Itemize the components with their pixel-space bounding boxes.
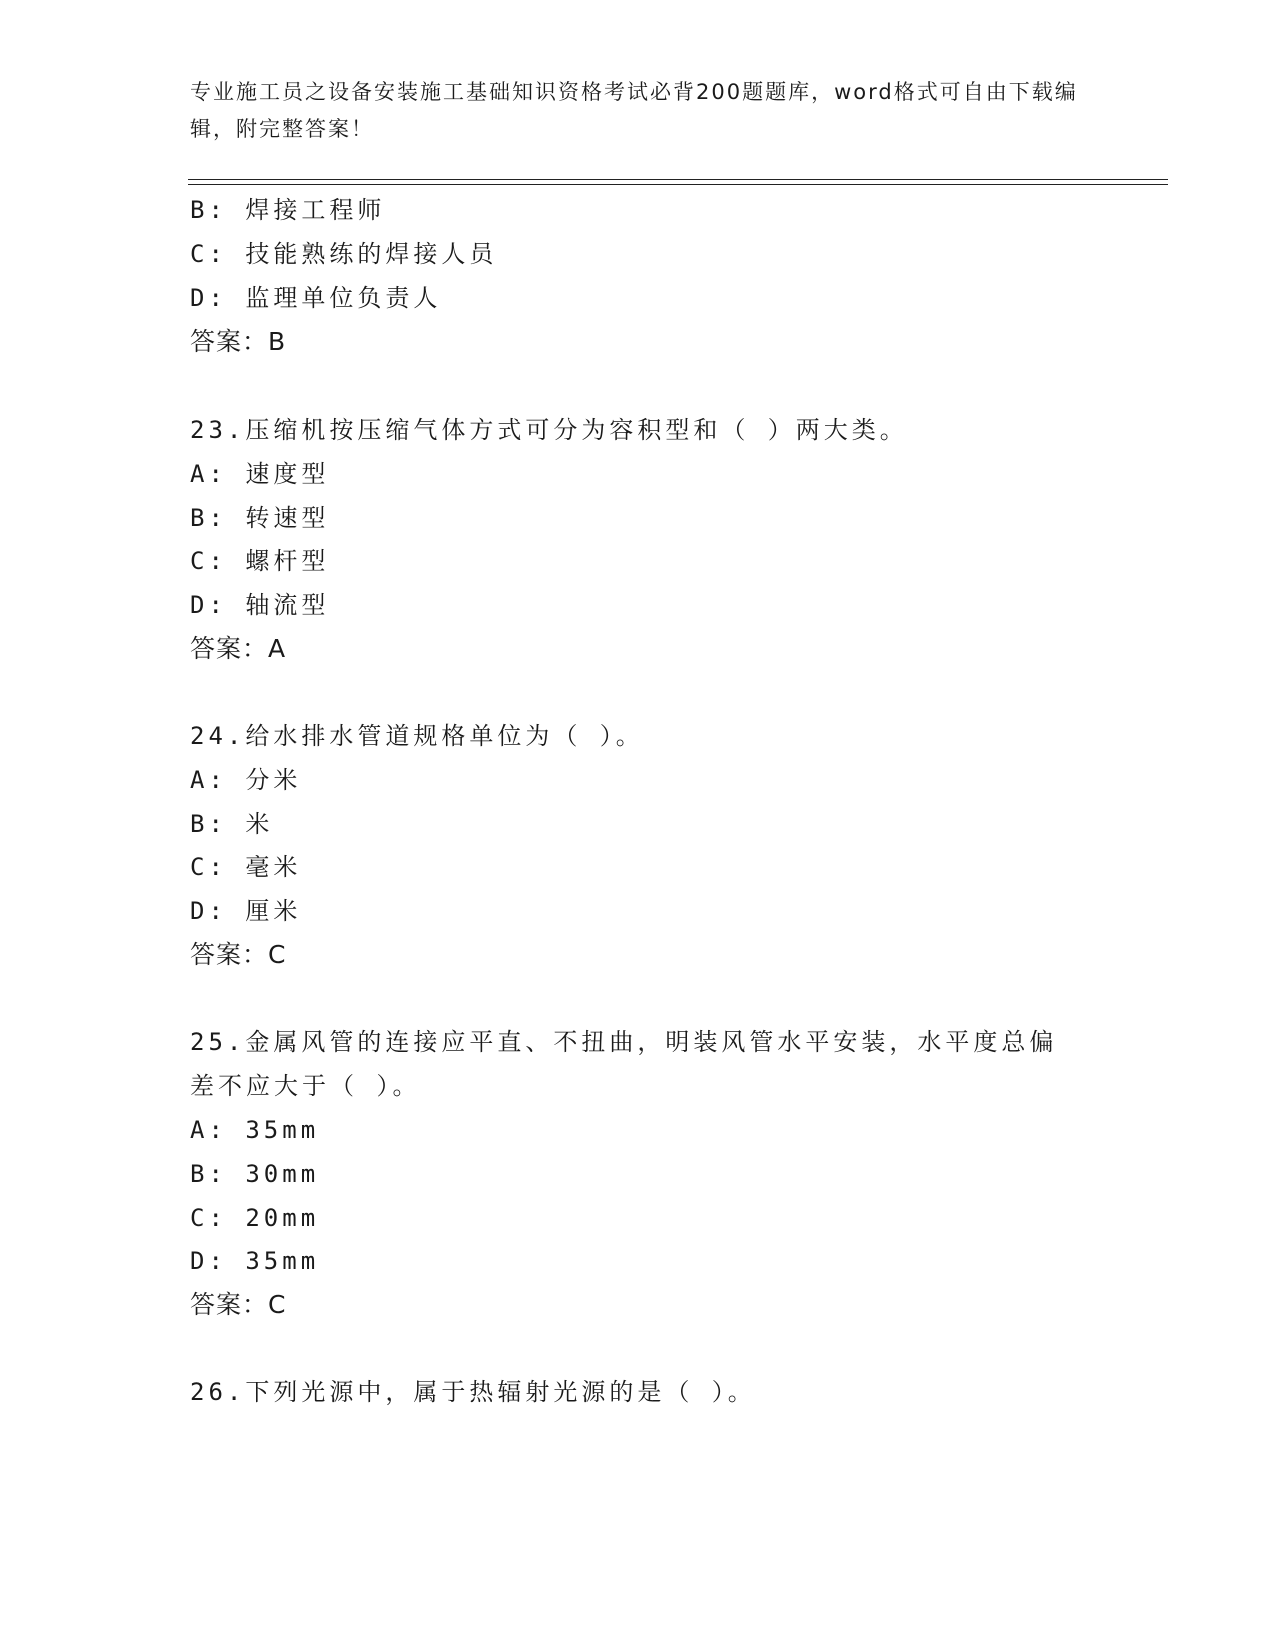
q24-option-b: B: 米 (190, 810, 274, 838)
q24-answer: 答案：C (190, 940, 287, 969)
q23-option-c: C: 螺杆型 (190, 547, 330, 575)
document-header: 专业施工员之设备安装施工基础知识资格考试必背200题题库，word格式可自由下载编辑，附完整答案！ (190, 80, 1078, 141)
q25-option-b: B: 30mm (190, 1160, 320, 1188)
q23-stem: 23.压缩机按压缩气体方式可分为容积型和（ ）两大类。 (190, 416, 908, 444)
q23-answer: 答案：A (190, 634, 287, 663)
q25-option-a: A: 35mm (190, 1116, 320, 1144)
q25-stem-line-2: 差不应大于（ ）。 (190, 1072, 421, 1100)
q22-option-d: D: 监理单位负责人 (190, 284, 442, 312)
q24-stem: 24.给水排水管道规格单位为（ ）。 (190, 722, 644, 750)
q23-option-b: B: 转速型 (190, 504, 330, 532)
q22-answer: 答案：B (190, 327, 287, 356)
q24-option-c: C: 毫米 (190, 853, 302, 881)
q22-option-c: C: 技能熟练的焊接人员 (190, 240, 498, 268)
q25-option-d: D: 35mm (190, 1247, 320, 1275)
q23-option-d: D: 轴流型 (190, 591, 330, 619)
header-divider-top (188, 179, 1168, 180)
q25-stem-line-1: 25.金属风管的连接应平直、不扭曲，明装风管水平安装，水平度总偏 (190, 1028, 1058, 1056)
q25-answer: 答案：C (190, 1290, 287, 1319)
q25-option-c: C: 20mm (190, 1204, 320, 1232)
q23-option-a: A: 速度型 (190, 460, 330, 488)
q24-option-a: A: 分米 (190, 766, 302, 794)
header-divider-bottom (188, 184, 1168, 185)
q22-option-b: B: 焊接工程师 (190, 196, 386, 224)
q24-option-d: D: 厘米 (190, 897, 302, 925)
q26-stem: 26.下列光源中，属于热辐射光源的是（ ）。 (190, 1378, 756, 1406)
